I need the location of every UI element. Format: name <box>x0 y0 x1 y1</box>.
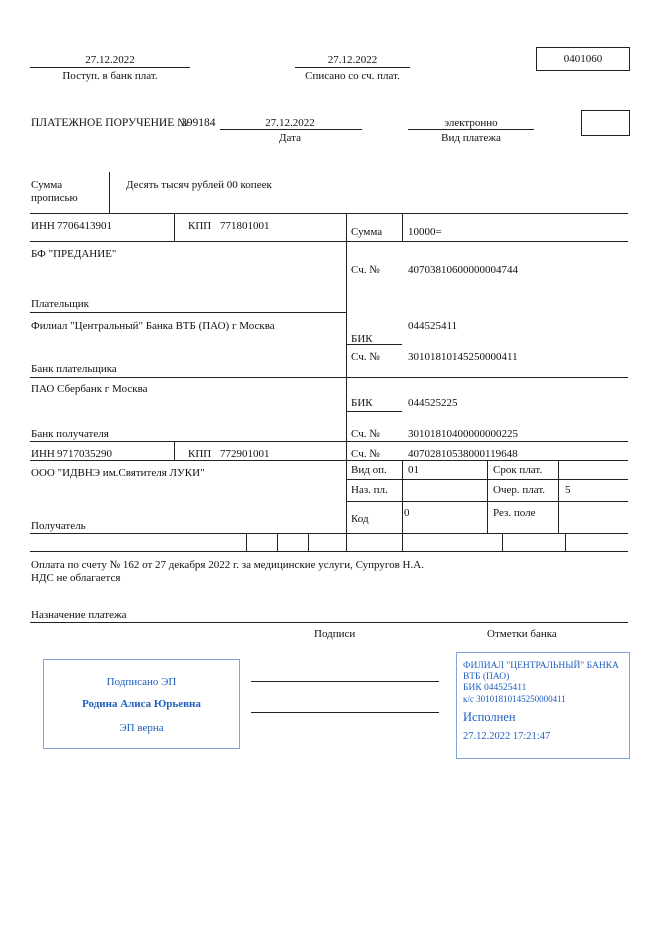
grid-line <box>30 533 628 534</box>
grid-line <box>30 377 628 378</box>
grid-vline <box>402 460 403 551</box>
recipient-kpp: 772901001 <box>220 448 270 460</box>
debited-label: Списано со сч. плат. <box>305 70 400 82</box>
grid-line <box>30 441 628 442</box>
grid-line <box>30 551 628 552</box>
payer-bank-name: Филиал "Центральный" Банка ВТБ (ПАО) г Москва <box>31 320 275 332</box>
recipient-inn-label: ИНН <box>31 448 55 460</box>
recipient-account: 40702810538000119648 <box>408 448 518 460</box>
recipient-bank-bik-label: БИК <box>351 397 373 409</box>
recipient-account-label: Сч. № <box>351 448 380 460</box>
payer-bank-account-label: Сч. № <box>351 351 380 363</box>
received-label: Поступ. в банк плат. <box>62 70 158 82</box>
amount-label: Сумма <box>351 226 383 238</box>
ep-stamp <box>43 659 240 749</box>
recipient-bank-account: 30101810400000000225 <box>408 428 518 440</box>
order-title: ПЛАТЕЖНОЕ ПОРУЧЕНИЕ № <box>31 117 189 129</box>
kod-value: 0 <box>404 507 410 519</box>
recipient-label: Получатель <box>31 520 86 532</box>
signature-line-1 <box>251 681 439 682</box>
vid-op: 01 <box>408 464 419 476</box>
grid-vline <box>174 441 175 460</box>
naz-pl-label: Наз. пл. <box>351 484 388 496</box>
grid-vline <box>277 533 278 551</box>
purpose-label: Назначение платежа <box>31 609 127 621</box>
payer-label: Плательщик <box>31 298 89 310</box>
purpose-line-1: Оплата по счету № 162 от 27 декабря 2022 г. за медицинские услуги, Супругов Н.А. <box>31 559 424 571</box>
payment-type-line <box>408 129 534 130</box>
ocher-label: Очер. плат. <box>493 484 546 496</box>
grid-vline <box>502 533 503 551</box>
payer-inn: 7706413901 <box>57 220 112 232</box>
payer-bank-label: Банк плательщика <box>31 363 117 375</box>
grid-vline <box>174 213 175 241</box>
ocher-value: 5 <box>565 484 571 496</box>
amount-words-label-2: прописью <box>31 192 78 204</box>
grid-vline <box>346 213 347 551</box>
grid-line <box>30 241 346 242</box>
amount-words-value: Десять тысяч рублей 00 копеек <box>126 179 272 191</box>
grid-line <box>402 241 628 242</box>
signature-line-2 <box>251 712 439 713</box>
order-date-label: Дата <box>279 132 301 144</box>
recipient-name: ООО "ИДВНЭ им.Святителя ЛУКИ" <box>31 467 205 479</box>
signatures-label: Подписи <box>314 628 356 640</box>
payment-type-label: Вид платежа <box>441 132 501 144</box>
amount-words-label-1: Сумма <box>31 179 63 191</box>
payer-name: БФ "ПРЕДАНИЕ" <box>31 248 117 260</box>
received-date-line <box>30 67 190 68</box>
amount-words-divider <box>109 172 110 213</box>
recipient-bank-label: Банк получателя <box>31 428 109 440</box>
purpose-line-2: НДС не облагается <box>31 572 121 584</box>
payer-account: 40703810600000004744 <box>408 264 518 276</box>
kod-label: Код <box>351 513 369 525</box>
recipient-bank-account-label: Сч. № <box>351 428 380 440</box>
recipient-bank-name: ПАО Сбербанк г Москва <box>31 383 148 395</box>
grid-vline <box>565 533 566 551</box>
debited-date-line <box>295 67 410 68</box>
rez-label: Рез. поле <box>493 507 536 519</box>
grid-vline <box>308 533 309 551</box>
grid-vline <box>246 533 247 551</box>
order-number: 399184 <box>181 117 216 129</box>
bank-marks-label: Отметки банка <box>487 628 557 640</box>
bank-stamp-line-2: ВТБ (ПАО) <box>463 672 510 682</box>
bank-stamp-line-4: к/с 30101810145250000411 <box>463 694 566 704</box>
bank-stamp-line-3: БИК 044525411 <box>463 683 527 693</box>
grid-line <box>30 460 628 461</box>
order-date-line <box>220 129 362 130</box>
amount-value: 10000= <box>408 226 442 238</box>
grid-line <box>30 312 346 313</box>
payer-kpp-label: КПП <box>188 220 212 232</box>
payer-bank-bik: 044525411 <box>408 320 458 332</box>
form-code: 0401060 <box>563 53 603 65</box>
bank-stamp-line-1: ФИЛИАЛ "ЦЕНТРАЛЬНЫЙ" БАНКА <box>463 661 619 671</box>
received-date: 27.12.2022 <box>85 54 135 66</box>
srok-label: Срок плат. <box>493 464 543 476</box>
payer-bank-account: 30101810145250000411 <box>408 351 518 363</box>
payer-kpp: 771801001 <box>220 220 270 232</box>
recipient-bank-bik: 044525225 <box>408 397 458 409</box>
ep-signed-text: Подписано ЭП <box>106 676 177 688</box>
vid-op-label: Вид оп. <box>351 464 387 476</box>
bank-stamp <box>456 652 630 759</box>
ep-valid-text: ЭП верна <box>119 722 164 734</box>
recipient-kpp-label: КПП <box>188 448 212 460</box>
grid-vline <box>402 213 403 241</box>
payer-inn-label: ИНН <box>31 220 55 232</box>
purpose-line <box>30 622 628 623</box>
signer-name: Родина Алиса Юрьевна <box>82 698 201 710</box>
order-date: 27.12.2022 <box>265 117 315 129</box>
grid-vline <box>558 460 559 533</box>
payer-bank-bik-label: БИК <box>351 333 373 345</box>
blank-code-box <box>581 110 630 136</box>
grid-line <box>346 411 402 412</box>
payer-account-label: Сч. № <box>351 264 380 276</box>
bank-stamp-status: Исполнен <box>463 710 516 724</box>
payment-type: электронно <box>444 117 498 129</box>
recipient-inn: 9717035290 <box>57 448 112 460</box>
bank-stamp-datetime: 27.12.2022 17:21:47 <box>463 731 551 742</box>
form-code-box <box>536 47 630 71</box>
debited-date: 27.12.2022 <box>327 54 378 66</box>
grid-line <box>30 213 628 214</box>
grid-line <box>346 241 402 242</box>
grid-vline <box>487 460 488 533</box>
